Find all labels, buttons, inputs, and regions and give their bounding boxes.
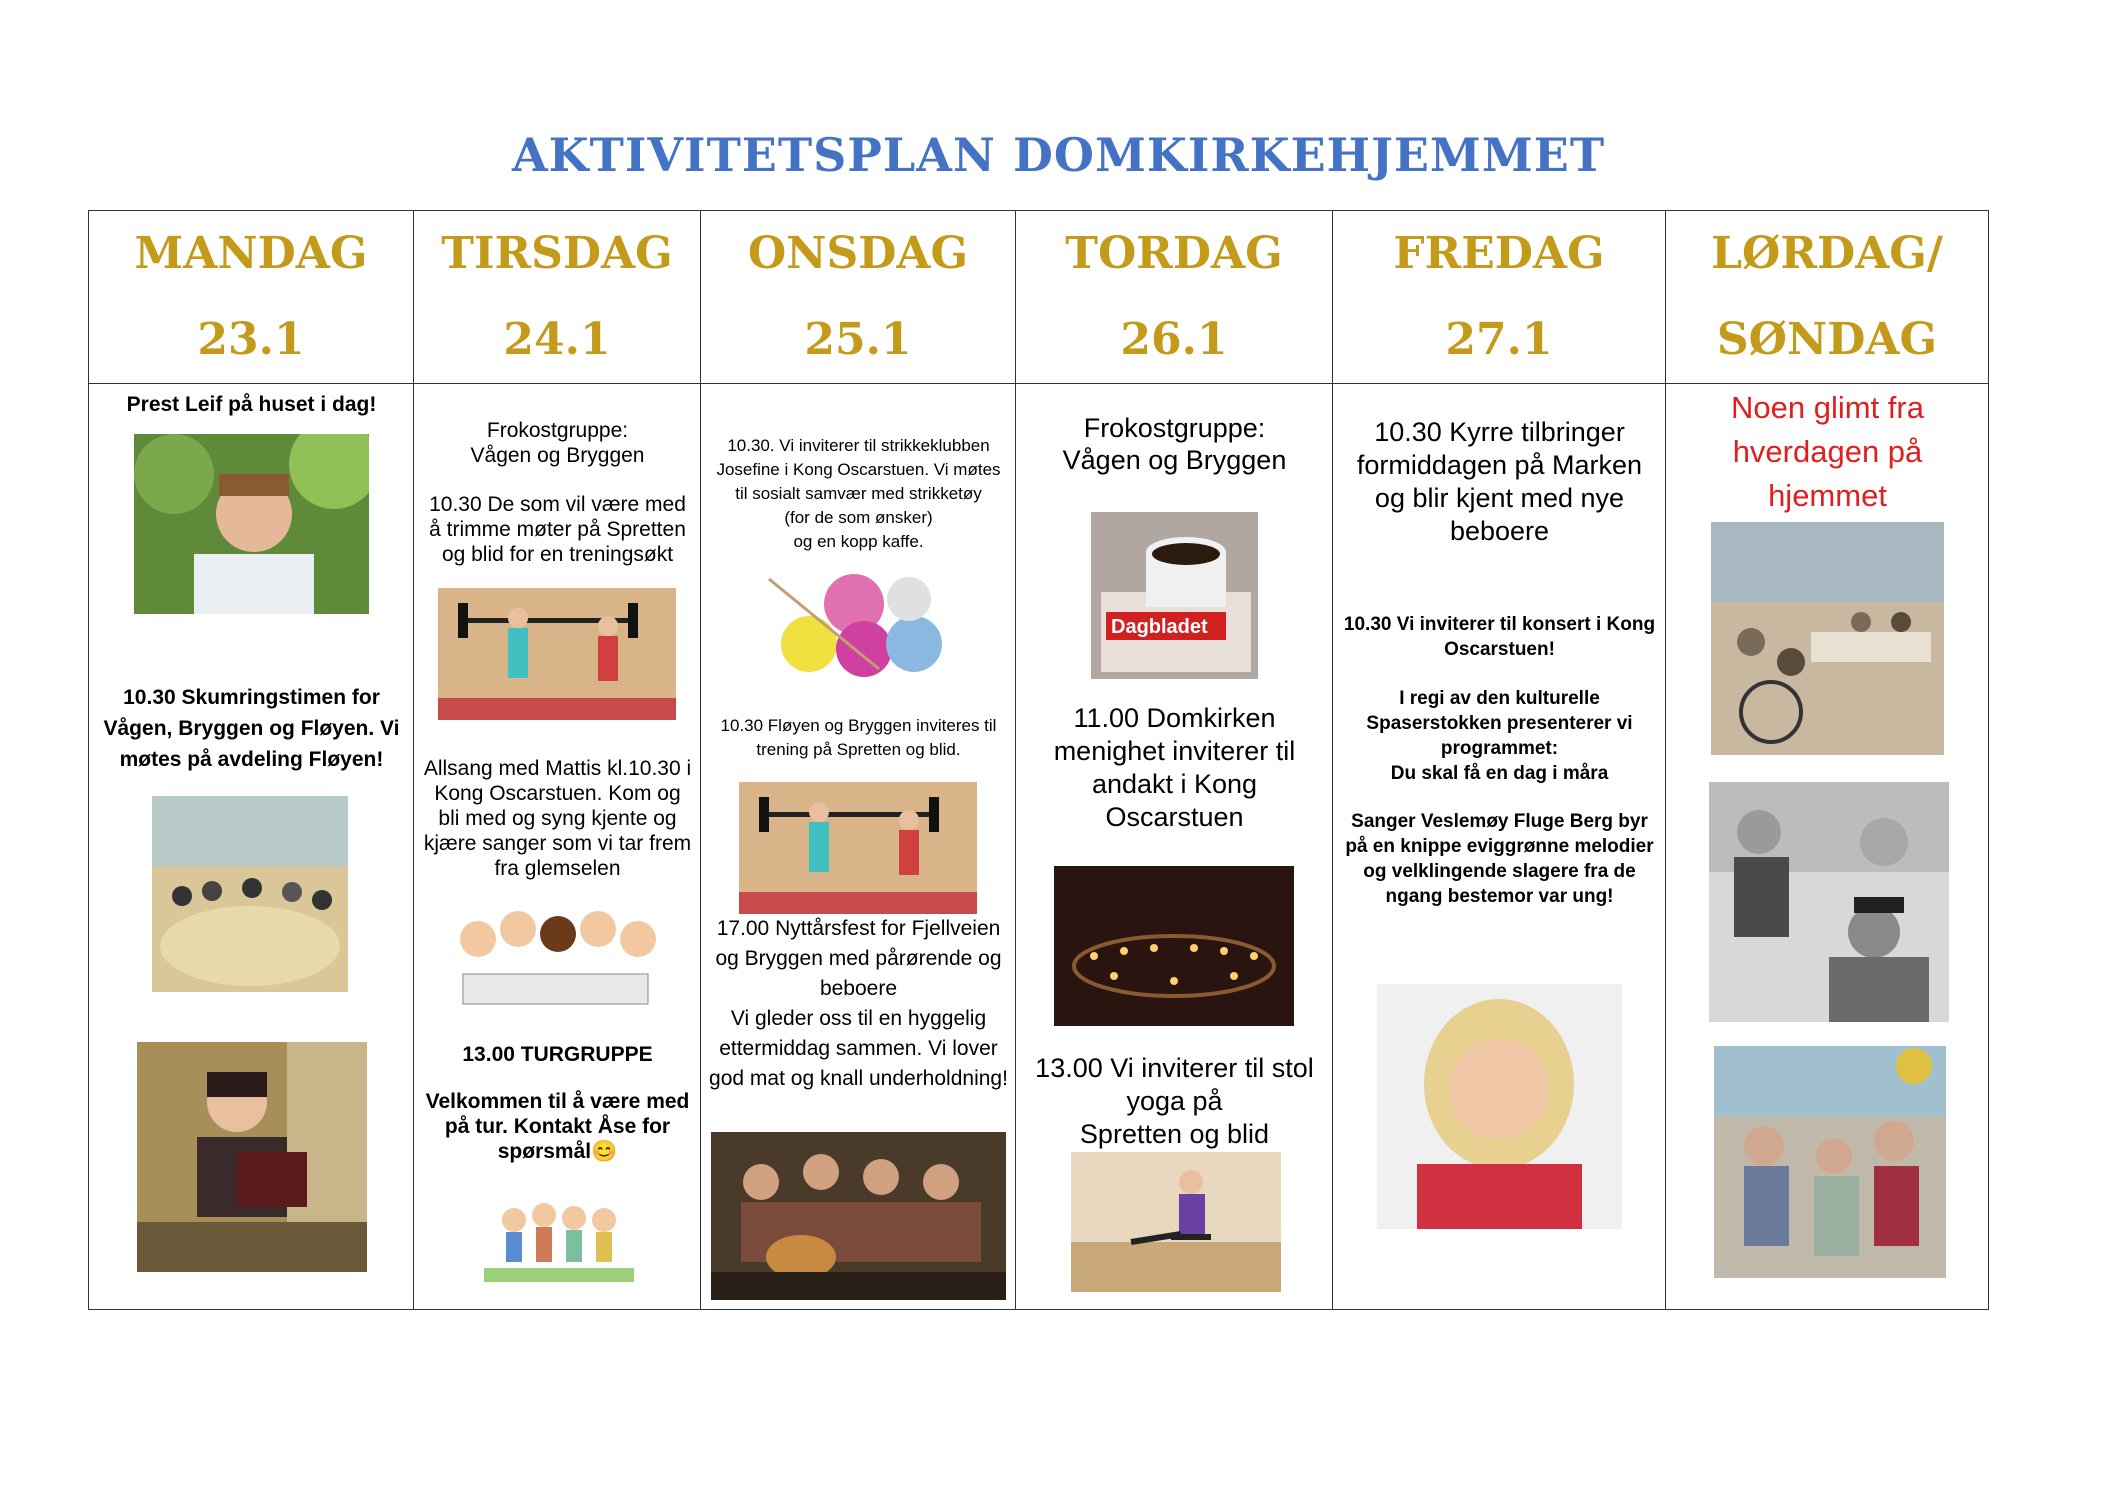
tuesday-text-1a: Frokostgruppe: xyxy=(486,419,629,442)
page-title: AKTIVITETSPLAN DOMKIRKEHJEMMET xyxy=(511,128,1606,182)
thursday-text-3b: Spretten og blid xyxy=(1079,1119,1270,1149)
residents-bw-photo xyxy=(1709,782,1949,1022)
hiking-group-icon xyxy=(484,1190,634,1282)
tuesday-text-3: Allsang med Mattis kl.10.30 i Kong Oscarstuen. Kom og bli med og syng kjente og kjære sanger som vi tar frem fra glemselen xyxy=(423,757,692,880)
wednesday-text-1b: (for de som ønsker) xyxy=(784,508,933,527)
monday-cell xyxy=(89,384,414,1310)
priest-photo xyxy=(134,434,369,614)
tuesday-cell xyxy=(414,384,701,1310)
tuesday-text-1b: Vågen og Bryggen xyxy=(470,444,645,467)
wednesday-text-3a: 17.00 Nyttårsfest for Fjellveien og Bryggen med pårørende og beboere xyxy=(715,917,1002,1000)
singer-photo xyxy=(1377,984,1622,1229)
singing-children-icon xyxy=(448,894,663,1016)
wednesday-cell xyxy=(701,384,1016,1310)
thursday-text-2: 11.00 Domkirken menighet inviterer til andakt i Kong Oscarstuen xyxy=(1053,703,1296,832)
wednesday-text-1a: 10.30. Vi inviterer til strikkeklubben Josefine i Kong Oscarstuen. Vi møtes til sosialt samvær med strikketøy xyxy=(716,436,1001,503)
weekend-text-1: Noen glimt fra hverdagen på hjemmet xyxy=(1731,390,1924,513)
friday-text-3a: I regi av den kulturelle Spaserstokken presenterer vi programmet: xyxy=(1366,688,1633,759)
monday-text-1: Prest Leif på huset i dag! xyxy=(126,393,377,416)
content-row xyxy=(89,384,1989,1310)
monday-text-2: 10.30 Skumringstimen for Vågen, Bryggen og Fløyen. Vi møtes på avdeling Fløyen! xyxy=(103,686,400,771)
band-photo xyxy=(711,1132,1006,1300)
thursday-text-1b: Vågen og Bryggen xyxy=(1062,445,1287,475)
tuesday-text-4: 13.00 TURGRUPPE xyxy=(462,1043,653,1066)
dining-hall-photo xyxy=(1711,522,1944,755)
tuesday-text-5: Velkommen til å være med på tur. Kontakt Åse for spørsmål😊 xyxy=(425,1090,690,1163)
thursday-text-1a: Frokostgruppe: xyxy=(1083,413,1266,443)
friday-cell xyxy=(1333,384,1666,1310)
header-row xyxy=(89,211,1989,384)
activity-table xyxy=(88,210,1989,1310)
thursday-text-3a: 13.00 Vi inviterer til stol yoga på xyxy=(1035,1053,1314,1116)
accordion-player-photo xyxy=(137,1042,367,1272)
celebration-photo xyxy=(1714,1046,1946,1278)
yarn-balls-icon xyxy=(759,559,959,684)
friday-text-4: Sanger Veslemøy Fluge Berg byr på en knippe eviggrønne melodier og velklingende slagere fra de ngang bestemor var ung! xyxy=(1345,811,1654,907)
header-tuesday: TIRSDAG 24.1 xyxy=(414,211,701,384)
newspaper-name: Dagbladet xyxy=(1111,616,1208,638)
wednesday-text-2: 10.30 Fløyen og Bryggen inviteres til trening på Spretten og blid. xyxy=(720,716,997,759)
weightlifting-photo xyxy=(438,588,676,720)
coffee-newspaper-photo xyxy=(1091,512,1258,679)
thursday-cell xyxy=(1016,384,1333,1310)
chair-yoga-photo xyxy=(1071,1152,1281,1292)
wednesday-text-1c: og en kopp kaffe. xyxy=(793,532,924,551)
header-monday: MANDAG 23.1 xyxy=(89,211,414,384)
circle-gathering-photo xyxy=(152,796,348,992)
wednesday-text-3b: Vi gleder oss til en hyggelig ettermiddag sammen. Vi lover god mat og knall underholdning! xyxy=(709,1007,1008,1090)
friday-text-3b: Du skal få en dag i måra xyxy=(1390,763,1609,784)
header-weekend: LØRDAG/ SØNDAG xyxy=(1666,211,1989,384)
friday-text-2: 10.30 Vi inviterer til konsert i Kong Oscarstuen! xyxy=(1343,614,1656,660)
tuesday-text-2: 10.30 De som vil være med å trimme møter på Spretten og blid for en treningsøkt xyxy=(429,493,686,566)
friday-text-1: 10.30 Kyrre tilbringer formiddagen på Marken og blir kjent med nye beboere xyxy=(1356,417,1643,546)
header-friday: FREDAG 27.1 xyxy=(1333,211,1666,384)
candles-photo xyxy=(1054,866,1294,1026)
header-thursday: TORDAG 26.1 xyxy=(1016,211,1333,384)
header-wednesday: ONSDAG 25.1 xyxy=(701,211,1016,384)
weekend-cell xyxy=(1666,384,1989,1310)
weightlifting-photo-2 xyxy=(739,782,977,914)
